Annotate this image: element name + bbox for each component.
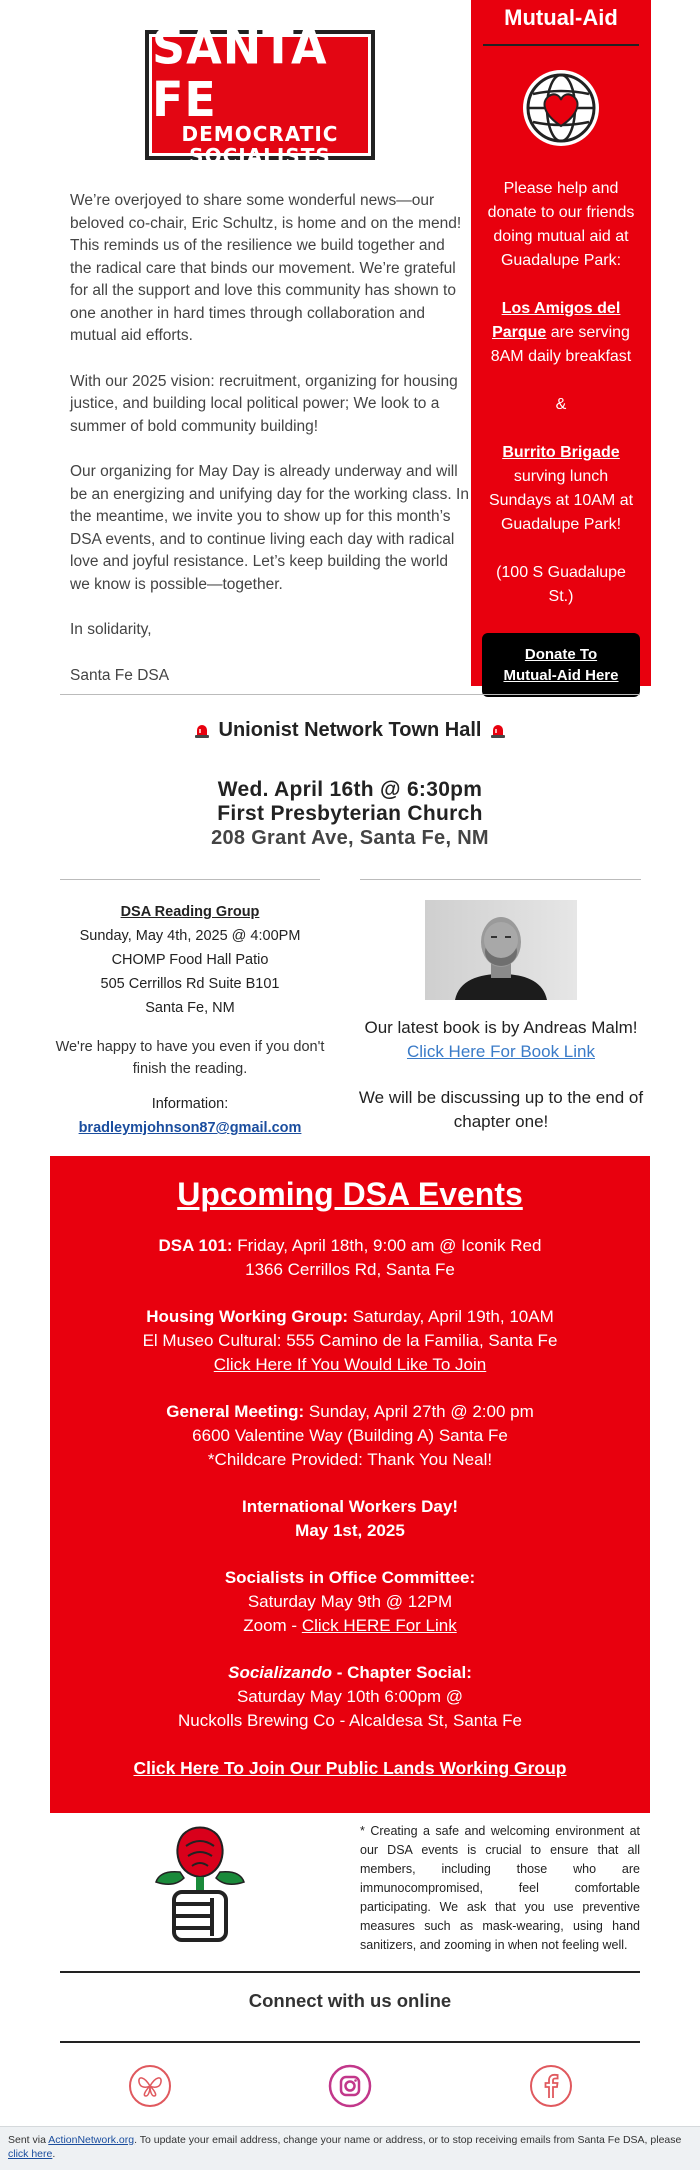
upcoming-events-section	[50, 1156, 650, 1813]
reading-group-city: Santa Fe, NM	[145, 1000, 235, 1016]
donate-mutual-aid-button[interactable]: Donate To Mutual-Aid Here	[482, 633, 640, 697]
reading-group-title: DSA Reading Group	[120, 904, 260, 920]
logo-line-1: SANTA FE	[152, 18, 328, 128]
event-item: DSA 101: Friday, April 18th, 9:00 am @ Iconik Red 1366 Cerrillos Rd, Santa Fe	[158, 1236, 542, 1279]
reading-group-section	[55, 900, 325, 1140]
connect-heading: Connect with us online	[248, 1990, 452, 2011]
intro-paragraph: With our 2025 vision: recruitment, organizing for housing justice, and building local political power; We look to a summer of bold community building!	[70, 372, 458, 435]
butterfly-icon[interactable]	[128, 2064, 172, 2108]
intro-paragraph: Our organizing for May Day is already underway and will be an energizing and unifying day for the working class. In the meantime, we invite you to show up for this month’s DSA events, and to continue living each day with radical love and joyful resistance. Let’s keep building the world we know is possible—together.	[70, 463, 469, 593]
action-network-link[interactable]: ActionNetwork.org	[48, 2134, 135, 2146]
instagram-icon[interactable]	[328, 2064, 372, 2108]
town-hall-venue: First Presbyterian Church	[217, 802, 483, 825]
facebook-icon[interactable]	[529, 2064, 573, 2108]
housing-join-link[interactable]: Click Here If You Would Like To Join	[213, 1355, 487, 1374]
rose-fist-icon	[150, 1822, 250, 1947]
event-item: International Workers Day! May 1st, 2025	[241, 1497, 459, 1540]
events-title: Upcoming DSA Events	[177, 1176, 523, 1212]
author-photo	[425, 900, 577, 1000]
reading-group-venue: CHOMP Food Hall Patio	[111, 952, 269, 968]
book-text: Our latest book is by Andreas Malm!	[364, 1018, 638, 1037]
ampersand: &	[555, 396, 567, 413]
reading-group-address: 505 Cerrillos Rd Suite B101	[100, 976, 280, 992]
divider	[60, 2041, 640, 2043]
park-address: (100 S Guadalupe St.)	[496, 564, 626, 605]
siren-icon	[489, 721, 507, 739]
event-item: Socializando - Chapter Social: Saturday May 10th 6:00pm @ Nuckolls Brewing Co - Alcaldesa St, Santa Fe	[178, 1663, 522, 1730]
book-chapter-note: We will be discussing up to the end of chapter one!	[358, 1088, 644, 1131]
book-section	[356, 900, 646, 1134]
event-item: General Meeting: Sunday, April 27th @ 2:00 pm 6600 Valentine Way (Building A) Santa Fe *Childcare Provided: Thank You Neal!	[166, 1402, 534, 1469]
heart-globe-icon	[521, 68, 601, 148]
dsa-logo	[145, 18, 375, 168]
event-item: Socialists in Office Committee: Saturday May 9th @ 12PM Zoom - Click HERE For Link	[224, 1568, 476, 1635]
mutual-aid-sidebar: Mutual-Aid Please help and donate to our friends doing mutual aid at Guadalupe Park: Los Amigos del Parque are serving 8AM daily breakfast & Burrito Brigade surving lunch Sundays at 10AM at Guadalupe Park! (100 S Guadalupe St.) Donate To Mutual-Aid Here	[471, 0, 651, 686]
book-link[interactable]: Click Here For Book Link	[406, 1042, 595, 1061]
reading-group-date: Sunday, May 4th, 2025 @ 4:00PM	[79, 928, 301, 944]
burrito-brigade-link[interactable]: Burrito Brigade	[502, 444, 620, 461]
siren-icon	[193, 721, 211, 739]
divider	[60, 1971, 640, 1973]
intro-paragraph: We’re overjoyed to share some wonderful news—our beloved co-chair, Eric Schultz, is home and on the mend! This reminds us of the resilience we build together and the radical care that binds our movement. We’re grateful for all the support and love this community has shown to one another in hard times through collaboration and mutual aid efforts.	[70, 192, 462, 344]
sidebar-title: Mutual-Aid	[504, 5, 618, 30]
info-label: Information:	[151, 1096, 229, 1112]
contact-email-link[interactable]: bradleymjohnson87@gmail.com	[78, 1120, 302, 1136]
divider	[360, 879, 641, 880]
sidebar-intro: Please help and donate to our friends doing mutual aid at Guadalupe Park:	[487, 180, 635, 269]
intro-signature: Santa Fe DSA	[70, 666, 170, 684]
intro-signoff: In solidarity,	[70, 621, 152, 638]
town-hall-title: Unionist Network Town Hall	[218, 718, 482, 741]
town-hall-section	[60, 712, 640, 850]
town-hall-address: 208 Grant Ave, Santa Fe, NM	[211, 827, 489, 849]
logo-line-2: DEMOCRATIC	[181, 122, 339, 146]
footer: Sent via ActionNetwork.org. To update your email address, change your name or address, or to stop receiving emails from Santa Fe DSA, please click here.	[0, 2126, 700, 2170]
safety-notice: * Creating a safe and welcoming environment at our DSA events is crucial to ensure that all members, including those who are immunocompromised, feel comfortable participating. We ask that you use preventive measures such as mask-wearing, using hand sanitizers, and zooming in when not feeling well.	[360, 1824, 640, 1952]
event-item: Housing Working Group: Saturday, April 19th, 10AM El Museo Cultural: 555 Camino de la Familia, Santa Fe Click Here If You Would Like To Join	[142, 1307, 558, 1374]
divider	[60, 694, 640, 695]
los-amigos-link[interactable]: Los Amigos del Parque	[492, 300, 621, 341]
sidebar-divider	[483, 44, 639, 46]
public-lands-join-link[interactable]: Click Here To Join Our Public Lands Working Group	[133, 1758, 567, 1778]
reading-group-note: We're happy to have you even if you don't finish the reading.	[55, 1039, 325, 1077]
town-hall-date: Wed. April 16th @ 6:30pm	[217, 778, 483, 801]
logo-line-3: SOCIALISTS	[189, 144, 331, 168]
unsubscribe-link[interactable]: click here	[8, 2148, 53, 2160]
zoom-link[interactable]: Click HERE For Link	[301, 1616, 457, 1635]
burrito-brigade-text: surving lunch Sundays at 10AM at Guadalupe Park!	[488, 468, 634, 533]
divider	[60, 879, 320, 880]
intro-message	[70, 190, 470, 710]
